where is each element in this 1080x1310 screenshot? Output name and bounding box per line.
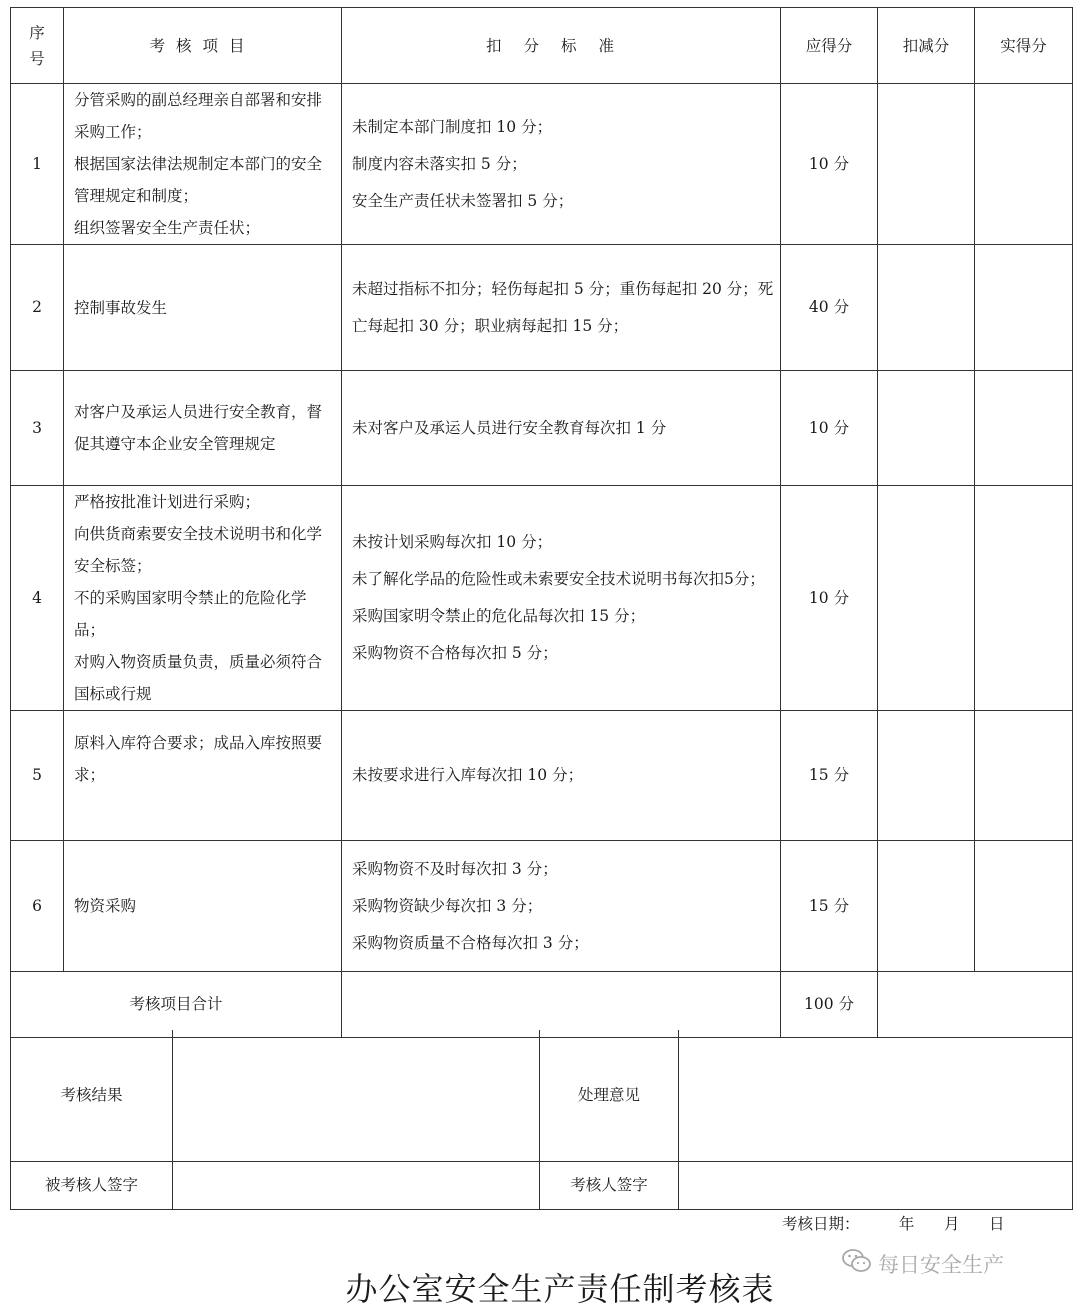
total-blank-cell[interactable] [878, 972, 1073, 1038]
header-due: 应得分 [781, 8, 878, 84]
item-line: 原料入库符合要求；成品入库按照要求； [74, 734, 323, 784]
row-no: 4 [11, 486, 64, 711]
deduct-cell[interactable] [878, 841, 975, 972]
deduct-cell[interactable] [878, 486, 975, 711]
item-line: 控制事故发生 [74, 298, 168, 317]
row-no: 1 [11, 84, 64, 245]
deduct-cell[interactable] [878, 84, 975, 245]
header-standard: 扣分标准 [342, 8, 781, 84]
item-line: 对购入物资质量负责，质量必须符合国标或行规 [74, 653, 323, 703]
row-no: 2 [11, 245, 64, 371]
signature-row [11, 1161, 1073, 1209]
total-label: 考核项目合计 [11, 972, 342, 1038]
row-standards [342, 371, 781, 486]
row-score: 10 分 [781, 371, 878, 486]
standard-line: 未了解化学品的危险性或未索要安全技术说明书每次扣5分； [352, 570, 765, 588]
standard-line: 安全生产责任状未签署扣 5 分； [352, 191, 574, 210]
standard-line: 未按计划采购每次扣 10 分； [352, 533, 553, 551]
assessee-sign-field[interactable] [173, 1161, 540, 1209]
row-score: 10 分 [781, 486, 878, 711]
assessor-sign-field[interactable] [679, 1161, 1073, 1209]
table-row [11, 711, 1073, 841]
header-actual: 实得分 [975, 8, 1073, 84]
row-items [64, 245, 342, 371]
total-row [11, 972, 1073, 1038]
header-row [11, 8, 1073, 84]
result-label: 考核结果 [11, 1030, 173, 1161]
row-score: 15 分 [781, 711, 878, 841]
table-row [11, 486, 1073, 711]
result-field[interactable] [173, 1030, 540, 1161]
item-line: 物资采购 [74, 897, 137, 915]
row-standards [342, 84, 781, 245]
total-standard-cell [342, 972, 781, 1038]
row-standards [342, 841, 781, 972]
standard-line: 采购物资不及时每次扣 3 分； [352, 859, 558, 878]
header-no: 序号 [11, 8, 64, 84]
assessment-table [10, 7, 1073, 1038]
assessor-sign-label: 考核人签字 [540, 1161, 679, 1209]
row-score: 10 分 [781, 84, 878, 245]
result-table [10, 1030, 1073, 1210]
actual-cell[interactable] [975, 841, 1073, 972]
row-no: 6 [11, 841, 64, 972]
row-score: 40 分 [781, 245, 878, 371]
item-line: 向供货商索要安全技术说明书和化学安全标签； [74, 525, 323, 575]
row-standards [342, 245, 781, 371]
header-deduct: 扣减分 [878, 8, 975, 84]
row-items [64, 711, 342, 841]
standard-line: 制度内容未落实扣 5 分； [352, 154, 527, 173]
row-items [64, 84, 342, 245]
watermark-text: 每日安全生产 [878, 1252, 1004, 1277]
table-row [11, 245, 1073, 371]
row-no: 3 [11, 371, 64, 486]
deduct-cell[interactable] [878, 711, 975, 841]
table-row [11, 84, 1073, 245]
standard-line: 未制定本部门制度扣 10 分； [352, 117, 553, 136]
standard-line: 采购物资质量不合格每次扣 3 分； [352, 933, 589, 952]
standard-line: 未按要求进行入库每次扣 10 分； [352, 766, 584, 784]
total-score: 100 分 [781, 972, 878, 1038]
standard-line: 未超过指标不扣分；轻伤每起扣 5 分；重伤每起扣 20 分；死亡每起扣 30 分；职业病每起扣 15 分； [352, 279, 774, 335]
item-line: 不的采购国家明令禁止的危险化学品； [74, 589, 307, 639]
table-row [11, 371, 1073, 486]
row-standards [342, 486, 781, 711]
standard-line: 采购物资缺少每次扣 3 分； [352, 896, 543, 915]
row-no: 5 [11, 711, 64, 841]
row-items [64, 371, 342, 486]
row-score: 15 分 [781, 841, 878, 972]
actual-cell[interactable] [975, 84, 1073, 245]
table-row [11, 841, 1073, 972]
item-line: 根据国家法律法规制定本部门的安全管理规定和制度； [74, 155, 323, 205]
actual-cell[interactable] [975, 711, 1073, 841]
opinion-field[interactable] [679, 1030, 1073, 1161]
result-row [11, 1030, 1073, 1161]
actual-cell[interactable] [975, 486, 1073, 711]
row-items [64, 486, 342, 711]
header-item: 考核项目 [64, 8, 342, 84]
item-line: 严格按批准计划进行采购； [74, 493, 261, 511]
deduct-cell[interactable] [878, 245, 975, 371]
assessment-date: 考核日期： 年 月 日 [782, 1215, 1005, 1233]
item-line: 分管采购的副总经理亲自部署和安排采购工作； [74, 91, 323, 141]
assessee-sign-label: 被考核人签字 [11, 1161, 173, 1209]
opinion-label: 处理意见 [540, 1030, 679, 1161]
item-line: 对客户及承运人员进行安全教育，督促其遵守本企业安全管理规定 [74, 403, 323, 453]
standard-line: 采购物资不合格每次扣 5 分； [352, 644, 558, 662]
standard-line: 采购国家明令禁止的危化品每次扣 15 分； [352, 607, 646, 625]
row-items [64, 841, 342, 972]
item-line: 组织签署安全生产责任状； [74, 219, 261, 237]
deduct-cell[interactable] [878, 371, 975, 486]
standard-line: 未对客户及承运人员进行安全教育每次扣 1 分 [352, 418, 667, 437]
page-title: 办公室安全生产责任制考核表 [345, 1270, 775, 1308]
actual-cell[interactable] [975, 245, 1073, 371]
actual-cell[interactable] [975, 371, 1073, 486]
row-standards [342, 711, 781, 841]
